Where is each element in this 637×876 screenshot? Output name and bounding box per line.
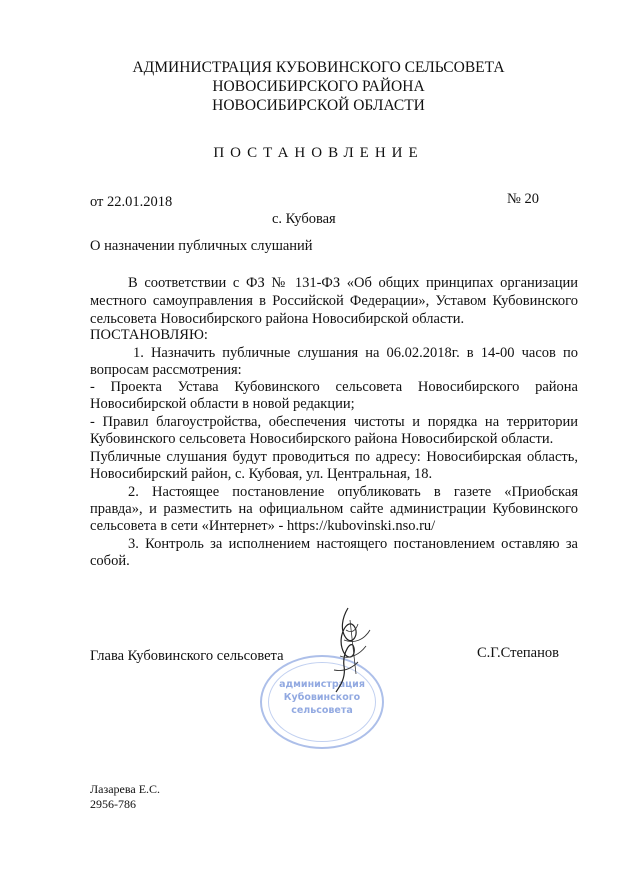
body-line: Публичные слушания будут проводиться по адресу: Новосибирская область, [90, 449, 578, 465]
body-line: сельсовета Новосибирского района Новосибирской области. [90, 311, 465, 327]
body-line: Новосибирский район, с. Кубовая, ул. Центральная, 18. [90, 466, 433, 482]
document-subject: О назначении публичных слушаний [90, 238, 313, 254]
header-region: НОВОСИБИРСКОЙ ОБЛАСТИ [212, 97, 425, 114]
body-line: - Проекта Устава Кубовинского сельсовета Новосибирского района [90, 379, 578, 395]
header-district: НОВОСИБИРСКОГО РАЙОНА [212, 78, 425, 95]
body-line: Новосибирской области в новой редакции; [90, 396, 355, 412]
document-number: № 20 [507, 191, 539, 207]
handwritten-signature [320, 600, 380, 695]
signatory-name: С.Г.Степанов [477, 645, 559, 661]
signatory-position: Глава Кубовинского сельсовета [90, 648, 284, 664]
body-line: Кубовинского сельсовета Новосибирского района Новосибирской области. [90, 431, 554, 447]
body-line: В соответствии с ФЗ № 131-ФЗ «Об общих принципах организации [128, 275, 578, 291]
body-line: вопросам рассмотрения: [90, 362, 242, 378]
stamp-text: администрация [279, 679, 365, 690]
website-link-line: сельсовета в сети «Интернет» - https://kubovinski.nso.ru/ [90, 518, 436, 534]
resolution-heading: ПОСТАНОВЛЯЮ: [90, 327, 208, 343]
stamp-text: сельсовета [291, 705, 353, 716]
body-line: правда», и разместить на официальном сайте администрации Кубовинского [90, 501, 578, 517]
body-line: местного самоуправления в Российской Федерации», Уставом Кубовинского [90, 293, 578, 309]
stamp-text: Кубовинского [283, 692, 361, 703]
document-place: с. Кубовая [272, 211, 336, 227]
body-line: 2. Настоящее постановление опубликовать в газете «Приобская [128, 484, 578, 500]
document-date: от 22.01.2018 [90, 194, 173, 210]
document-title: ПОСТАНОВЛЕНИЕ [213, 145, 424, 161]
body-line: собой. [90, 553, 130, 569]
author-name: Лазарева Е.С. [90, 782, 161, 796]
body-line: 3. Контроль за исполнением настоящего постановлением оставляю за [128, 536, 578, 552]
header-org-name: АДМИНИСТРАЦИЯ КУБОВИНСКОГО СЕЛЬСОВЕТА [132, 59, 505, 76]
body-line: - Правил благоустройства, обеспечения чистоты и порядка на территории [90, 414, 578, 430]
body-line: 1. Назначить публичные слушания на 06.02.2018г. в 14-00 часов по [133, 345, 578, 361]
author-phone: 2956-786 [90, 797, 136, 811]
